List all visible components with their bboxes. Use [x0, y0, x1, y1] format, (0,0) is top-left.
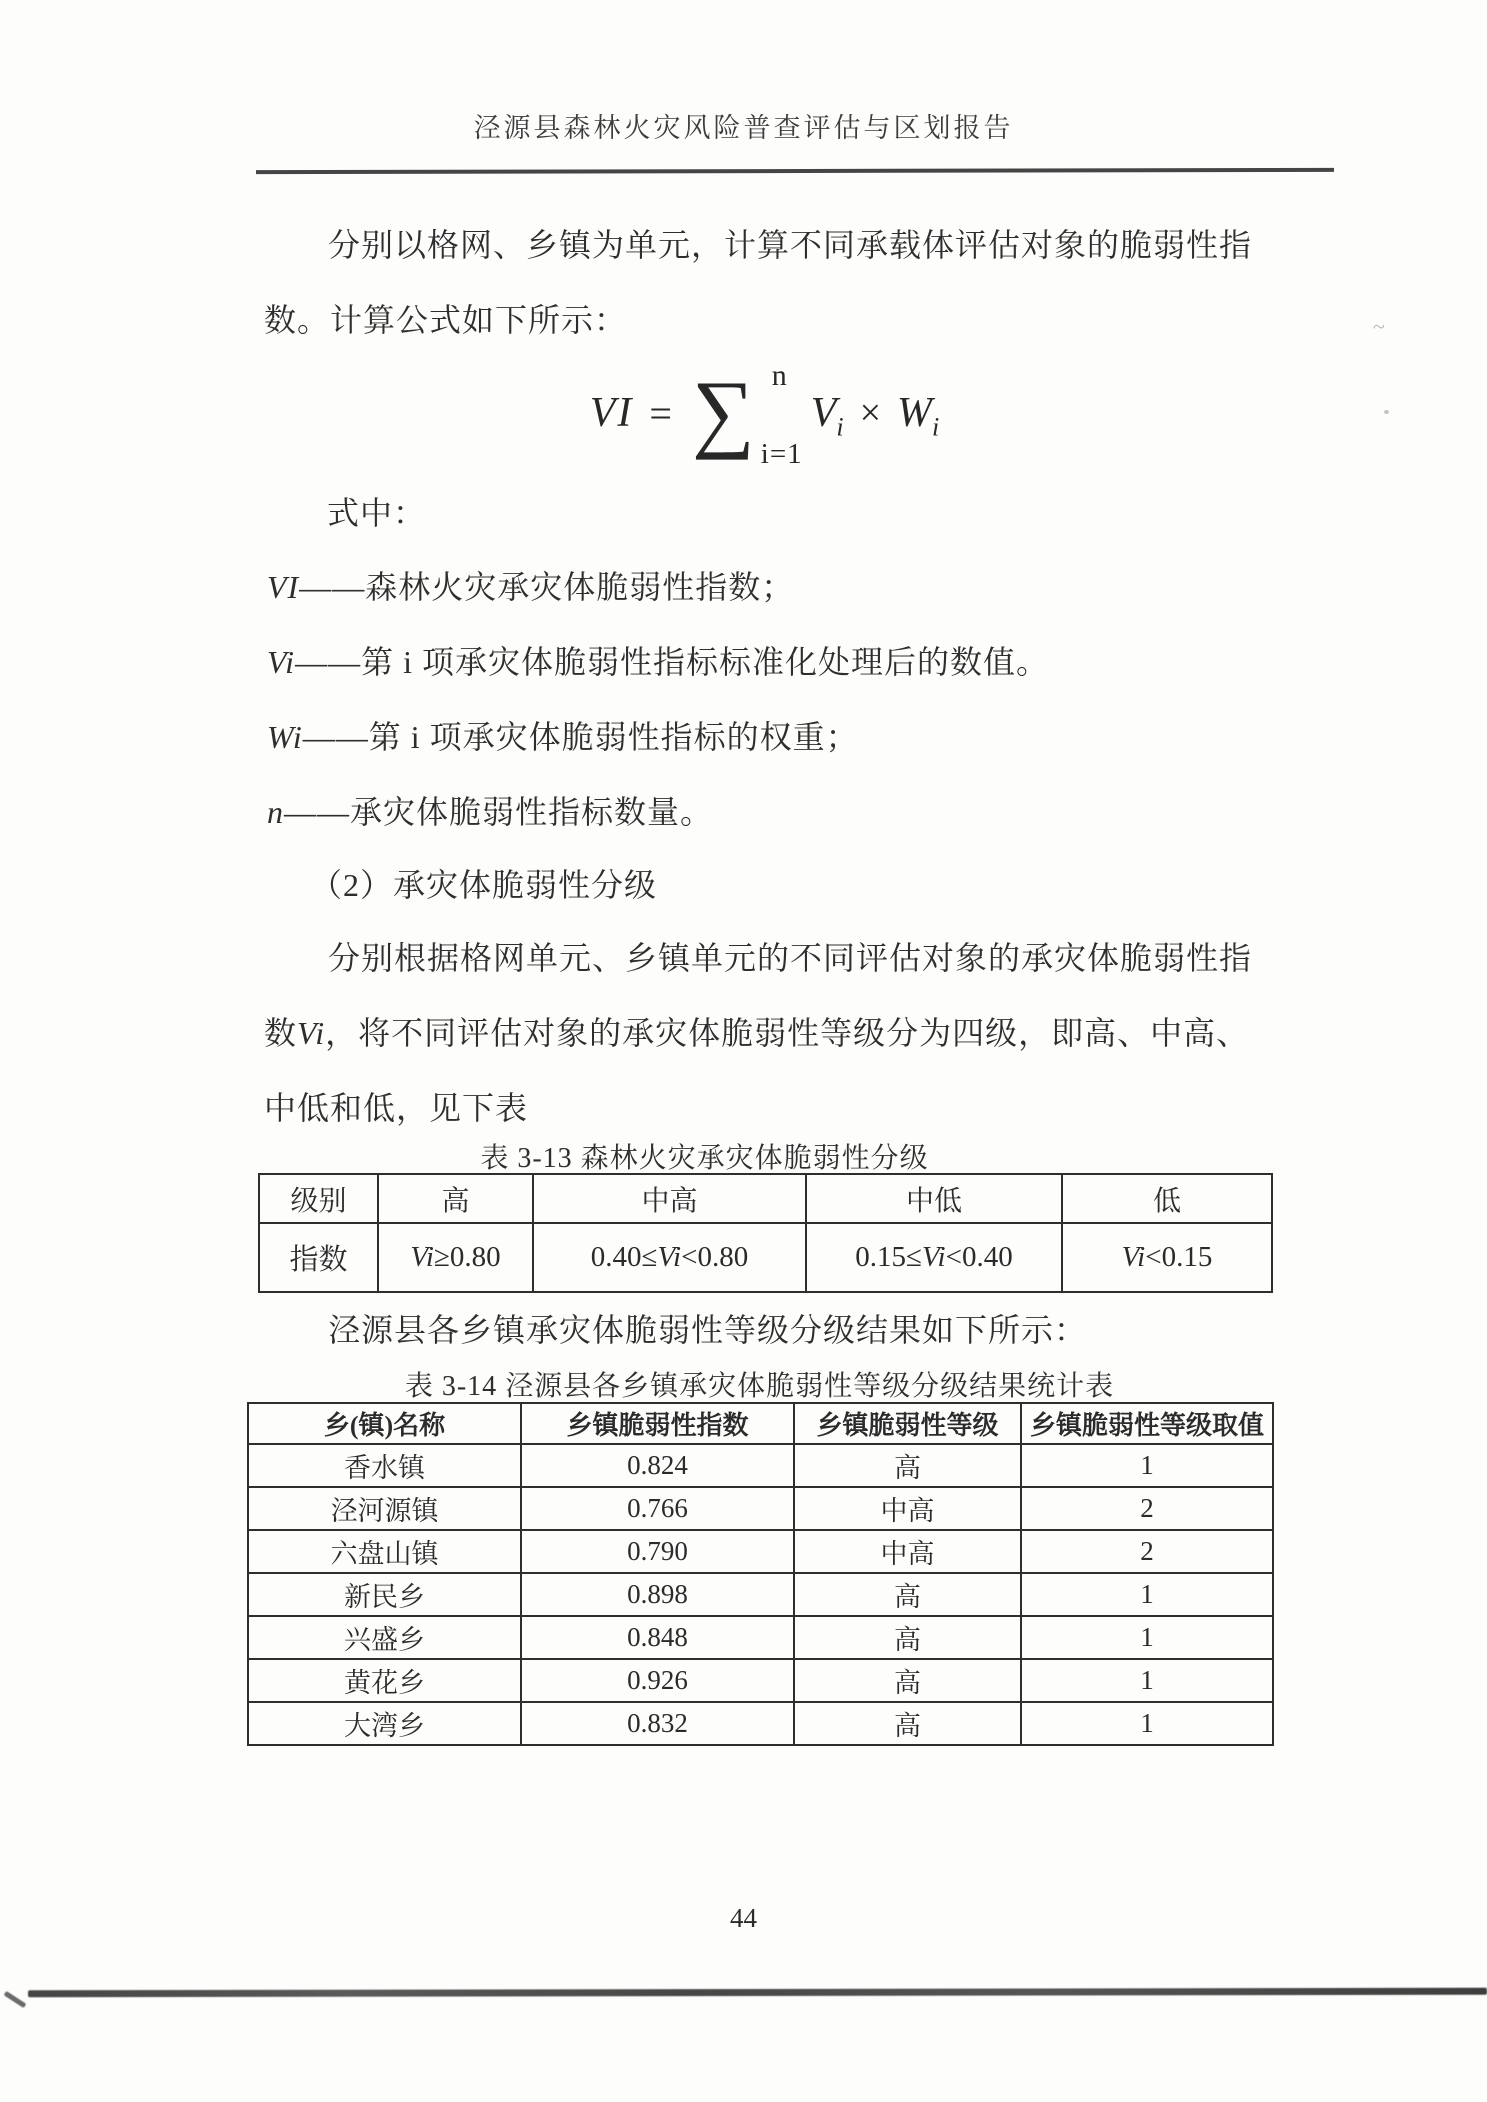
definition-line-vi-upper — [267, 562, 794, 608]
table-3-13-header-row — [259, 1174, 1272, 1223]
threshold-variable: Vi — [921, 1241, 946, 1273]
definition-text: ——第 i 项承灾体脆弱性指标标准化处理后的数值。 — [295, 644, 1049, 680]
paragraph-2-inline-variable: Vi — [297, 1015, 326, 1051]
formula-multiplication-sign: × — [859, 392, 882, 434]
vulnerability-index-cell: 0.848 — [521, 1616, 794, 1659]
paragraph-1-line-1: 分别以格网、乡镇为单元，计算不同承载体评估对象的脆弱性指 — [328, 227, 1253, 263]
vulnerability-index-cell: 0.898 — [521, 1573, 794, 1616]
vulnerability-index-cell: 0.824 — [521, 1444, 794, 1487]
township-name-cell: 新民乡 — [248, 1573, 521, 1616]
table-row — [248, 1573, 1273, 1616]
scan-artifact-mark: ~ — [1373, 314, 1385, 339]
definition-line-n — [267, 787, 713, 833]
paragraph-3: 泾源县各乡镇承灾体脆弱性等级分级结果如下所示： — [328, 1312, 1088, 1348]
vulnerability-grade-cell: 高 — [794, 1659, 1021, 1702]
summation-lower-limit: i=1 — [760, 437, 803, 470]
definition-text: ——承灾体脆弱性指标数量。 — [284, 794, 714, 830]
subsection-heading-2: （2）承灾体脆弱性分级 — [310, 867, 658, 903]
table-row — [248, 1616, 1273, 1659]
paragraph-2-line-2 — [264, 1008, 1249, 1054]
scan-artifact-dot — [1384, 410, 1389, 414]
township-name-cell: 兴盛乡 — [248, 1616, 521, 1659]
vulnerability-grade-cell: 高 — [794, 1444, 1021, 1487]
table-3-14-header-row — [248, 1403, 1273, 1444]
column-header: 乡镇脆弱性指数 — [521, 1403, 794, 1444]
row-label-cell: 指数 — [259, 1223, 378, 1292]
table-3-14-caption: 表 3-14 泾源县各乡镇承灾体脆弱性等级分级结果统计表 — [404, 1371, 1115, 1402]
threshold-variable: Vi — [657, 1241, 682, 1273]
threshold-cell — [1062, 1223, 1272, 1292]
township-name-cell: 六盘山镇 — [248, 1530, 521, 1573]
term-w-base: W — [897, 390, 933, 436]
sigma-symbol: ∑ — [691, 364, 755, 462]
definition-text: ——森林火灾承灾体脆弱性指数； — [299, 569, 795, 605]
table-3-13-index-row — [259, 1223, 1272, 1292]
table-3-13-vulnerability-grading — [258, 1173, 1273, 1293]
formula-term-w — [897, 389, 940, 442]
header-rule-divider — [256, 168, 1334, 174]
table-row — [248, 1530, 1273, 1573]
column-header: 乡镇脆弱性等级 — [794, 1403, 1021, 1444]
vulnerability-grade-cell: 高 — [794, 1702, 1021, 1745]
grade-value-cell: 1 — [1021, 1659, 1273, 1702]
table-row — [248, 1487, 1273, 1530]
vulnerability-index-cell: 0.832 — [521, 1702, 794, 1745]
column-header: 中低 — [806, 1174, 1062, 1223]
threshold-pre: 0.40≤ — [590, 1241, 658, 1273]
vulnerability-grade-cell: 中高 — [794, 1530, 1021, 1573]
vulnerability-index-formula — [262, 358, 1267, 468]
summation-upper-limit: n — [771, 359, 787, 393]
column-header: 高 — [378, 1174, 533, 1223]
term-v-base: V — [810, 390, 837, 436]
formula-term-v — [810, 389, 844, 442]
table-3-13-caption: 表 3-13 森林火灾承灾体脆弱性分级 — [480, 1143, 929, 1174]
page-number: 44 — [730, 1903, 757, 1933]
definition-line-vi-lower — [267, 637, 1049, 683]
grade-value-cell: 1 — [1021, 1573, 1273, 1616]
definition-variable: Vi — [267, 644, 296, 680]
township-name-cell: 香水镇 — [248, 1444, 521, 1487]
vulnerability-grade-cell: 高 — [794, 1573, 1021, 1616]
township-name-cell: 大湾乡 — [248, 1702, 521, 1745]
grade-value-cell: 1 — [1021, 1702, 1273, 1745]
threshold-variable: Vi — [410, 1241, 434, 1273]
table-row — [248, 1659, 1273, 1702]
threshold-cell — [533, 1223, 806, 1292]
table-row — [248, 1444, 1273, 1487]
vulnerability-index-cell: 0.766 — [521, 1487, 794, 1530]
threshold-variable: Vi — [1121, 1241, 1146, 1273]
column-header: 中高 — [533, 1174, 806, 1223]
term-v-subscript: i — [836, 412, 844, 442]
column-header: 低 — [1062, 1174, 1272, 1223]
formula-summation — [688, 359, 803, 470]
definition-text: ——第 i 项承灾体脆弱性指标的权重； — [302, 719, 859, 755]
definition-variable: Wi — [267, 719, 303, 755]
threshold-rest: ≥0.80 — [433, 1241, 501, 1273]
township-name-cell: 泾河源镇 — [248, 1487, 521, 1530]
grade-value-cell: 1 — [1021, 1616, 1273, 1659]
table-3-14-township-results — [247, 1402, 1274, 1746]
threshold-cell — [378, 1223, 533, 1292]
column-header: 级别 — [259, 1174, 378, 1223]
paragraph-2-line-2-pre: 数 — [264, 1015, 298, 1051]
paragraph-2-line-1: 分别根据格网单元、乡镇单元的不同评估对象的承灾体脆弱性指 — [328, 940, 1253, 976]
paragraph-2-line-2-rest: ，将不同评估对象的承灾体脆弱性等级分为四级，即高、中高、 — [325, 1015, 1250, 1051]
grade-value-cell: 2 — [1021, 1487, 1273, 1530]
paragraph-1-line-2: 数。计算公式如下所示： — [264, 302, 628, 338]
vulnerability-index-cell: 0.790 — [521, 1530, 794, 1573]
threshold-cell — [806, 1223, 1062, 1292]
formula-where-label: 式中： — [327, 495, 427, 531]
threshold-rest: <0.80 — [681, 1241, 749, 1273]
formula-lhs: VI — [589, 390, 634, 436]
threshold-rest: <0.15 — [1145, 1241, 1213, 1273]
definition-variable: n — [267, 794, 284, 830]
scan-artifact-bottom-band — [28, 1988, 1487, 1998]
column-header: 乡(镇)名称 — [248, 1403, 521, 1444]
page-header-title: 泾源县森林火灾风险普查评估与区划报告 — [473, 113, 1014, 143]
definition-variable: VI — [267, 569, 300, 605]
column-header: 乡镇脆弱性等级取值 — [1021, 1403, 1273, 1444]
table-row — [248, 1702, 1273, 1745]
scan-artifact-corner-smudge — [4, 1991, 27, 2008]
definition-line-wi — [267, 712, 859, 758]
vulnerability-grade-cell: 高 — [794, 1616, 1021, 1659]
township-name-cell: 黄花乡 — [248, 1659, 521, 1702]
threshold-pre: 0.15≤ — [855, 1241, 922, 1273]
formula-equals-sign: = — [649, 390, 672, 436]
vulnerability-index-cell: 0.926 — [521, 1659, 794, 1702]
term-w-subscript: i — [932, 412, 940, 442]
vulnerability-grade-cell: 中高 — [794, 1487, 1021, 1530]
threshold-rest: <0.40 — [945, 1241, 1013, 1273]
paragraph-2-line-3: 中低和低，见下表 — [264, 1090, 529, 1126]
grade-value-cell: 1 — [1021, 1444, 1273, 1487]
grade-value-cell: 2 — [1021, 1530, 1273, 1573]
